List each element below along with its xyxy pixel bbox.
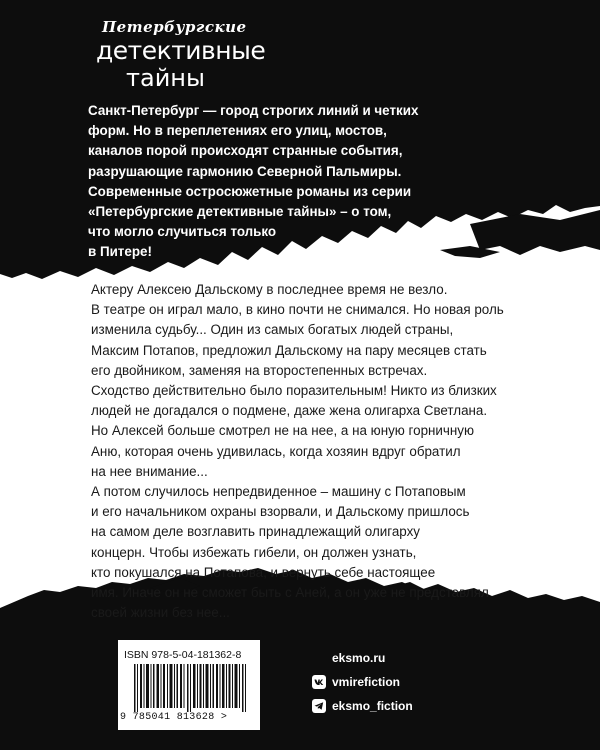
- synopsis-line: и его начальником охраны взорвали, и Дальскому пришлось: [91, 504, 470, 520]
- synopsis-line: Актеру Алексею Дальскому в последнее время не везло.: [91, 282, 448, 297]
- synopsis-line: своей жизни без нее...: [91, 605, 230, 621]
- barcode-image: [134, 664, 248, 712]
- synopsis-line: людей не догадался о подмене, даже жена олигарха Светлана.: [91, 403, 488, 419]
- synopsis-line: Аню, которая очень удивилась, когда хозяин вдруг обратил: [91, 443, 461, 459]
- vk-handle[interactable]: vmirefiction: [332, 675, 401, 689]
- intro-line: форм. Но в переплетениях его улиц, мостов,: [88, 123, 387, 139]
- intro-line: Современные остросюжетные романы из серии: [88, 183, 412, 199]
- synopsis-line: его двойником, заменяя на второстепенных встречах.: [91, 362, 428, 378]
- synopsis-line: изменила судьбу... Один из самых богатых людей страны,: [91, 322, 454, 338]
- synopsis-line: Сходство действительно было поразительным! Никто из близких: [91, 383, 497, 399]
- barcode-digits: 9 785041 813628 >: [120, 712, 228, 723]
- intro-line: «Петербургские детективные тайны» – о том,: [88, 204, 392, 220]
- isbn-barcode-block: [118, 640, 260, 730]
- isbn-number: ISBN 978-5-04-181362-8: [124, 649, 242, 661]
- telegram-row[interactable]: [312, 694, 462, 718]
- intro-line: Санкт-Петербург — город строгих линий и четких: [88, 103, 419, 118]
- publisher-contacts: [312, 646, 462, 718]
- series-title-line1: Петербургские: [102, 18, 247, 36]
- intro-line: что могло случиться только: [88, 224, 277, 240]
- website-link[interactable]: eksmo.ru: [332, 651, 386, 665]
- synopsis-line: Максим Потапов, предложил Дальскому на пару месяцев стать: [91, 342, 487, 358]
- synopsis-line: концерн. Чтобы избежать гибели, он должен узнать,: [91, 544, 417, 560]
- intro-line: каналов порой происходят странные события,: [88, 143, 403, 159]
- book-synopsis: [91, 280, 521, 623]
- series-intro-paragraph: [88, 101, 528, 263]
- synopsis-line: Но Алексей больше смотрел не на нее, а на юную горничную: [91, 423, 475, 439]
- website-row[interactable]: [312, 646, 462, 670]
- series-title-line3: тайны: [126, 64, 205, 92]
- vk-icon: [312, 675, 326, 689]
- series-title-line2: детективные: [96, 36, 266, 65]
- intro-line: в Питере!: [88, 244, 152, 260]
- synopsis-line: В театре он играл мало, в кино почти не снимался. Но новая роль: [91, 302, 504, 318]
- synopsis-line: на нее внимание...: [91, 463, 208, 479]
- synopsis-line: кто покушался на Потапова, и вернуть себе настоящее: [91, 564, 436, 580]
- synopsis-line: имя. Иначе он не сможет быть с Аней, а он уже не представлял: [91, 585, 489, 601]
- telegram-handle[interactable]: eksmo_fiction: [332, 699, 413, 713]
- vk-row[interactable]: [312, 670, 462, 694]
- synopsis-line: на самом деле возглавить принадлежащий олигарху: [91, 524, 420, 540]
- telegram-icon: [312, 699, 326, 713]
- synopsis-line: А потом случилось непредвиденное – машину с Потаповым: [91, 484, 466, 500]
- series-logo: [88, 16, 266, 96]
- intro-line: разрушающие гармонию Северной Пальмиры.: [88, 163, 402, 179]
